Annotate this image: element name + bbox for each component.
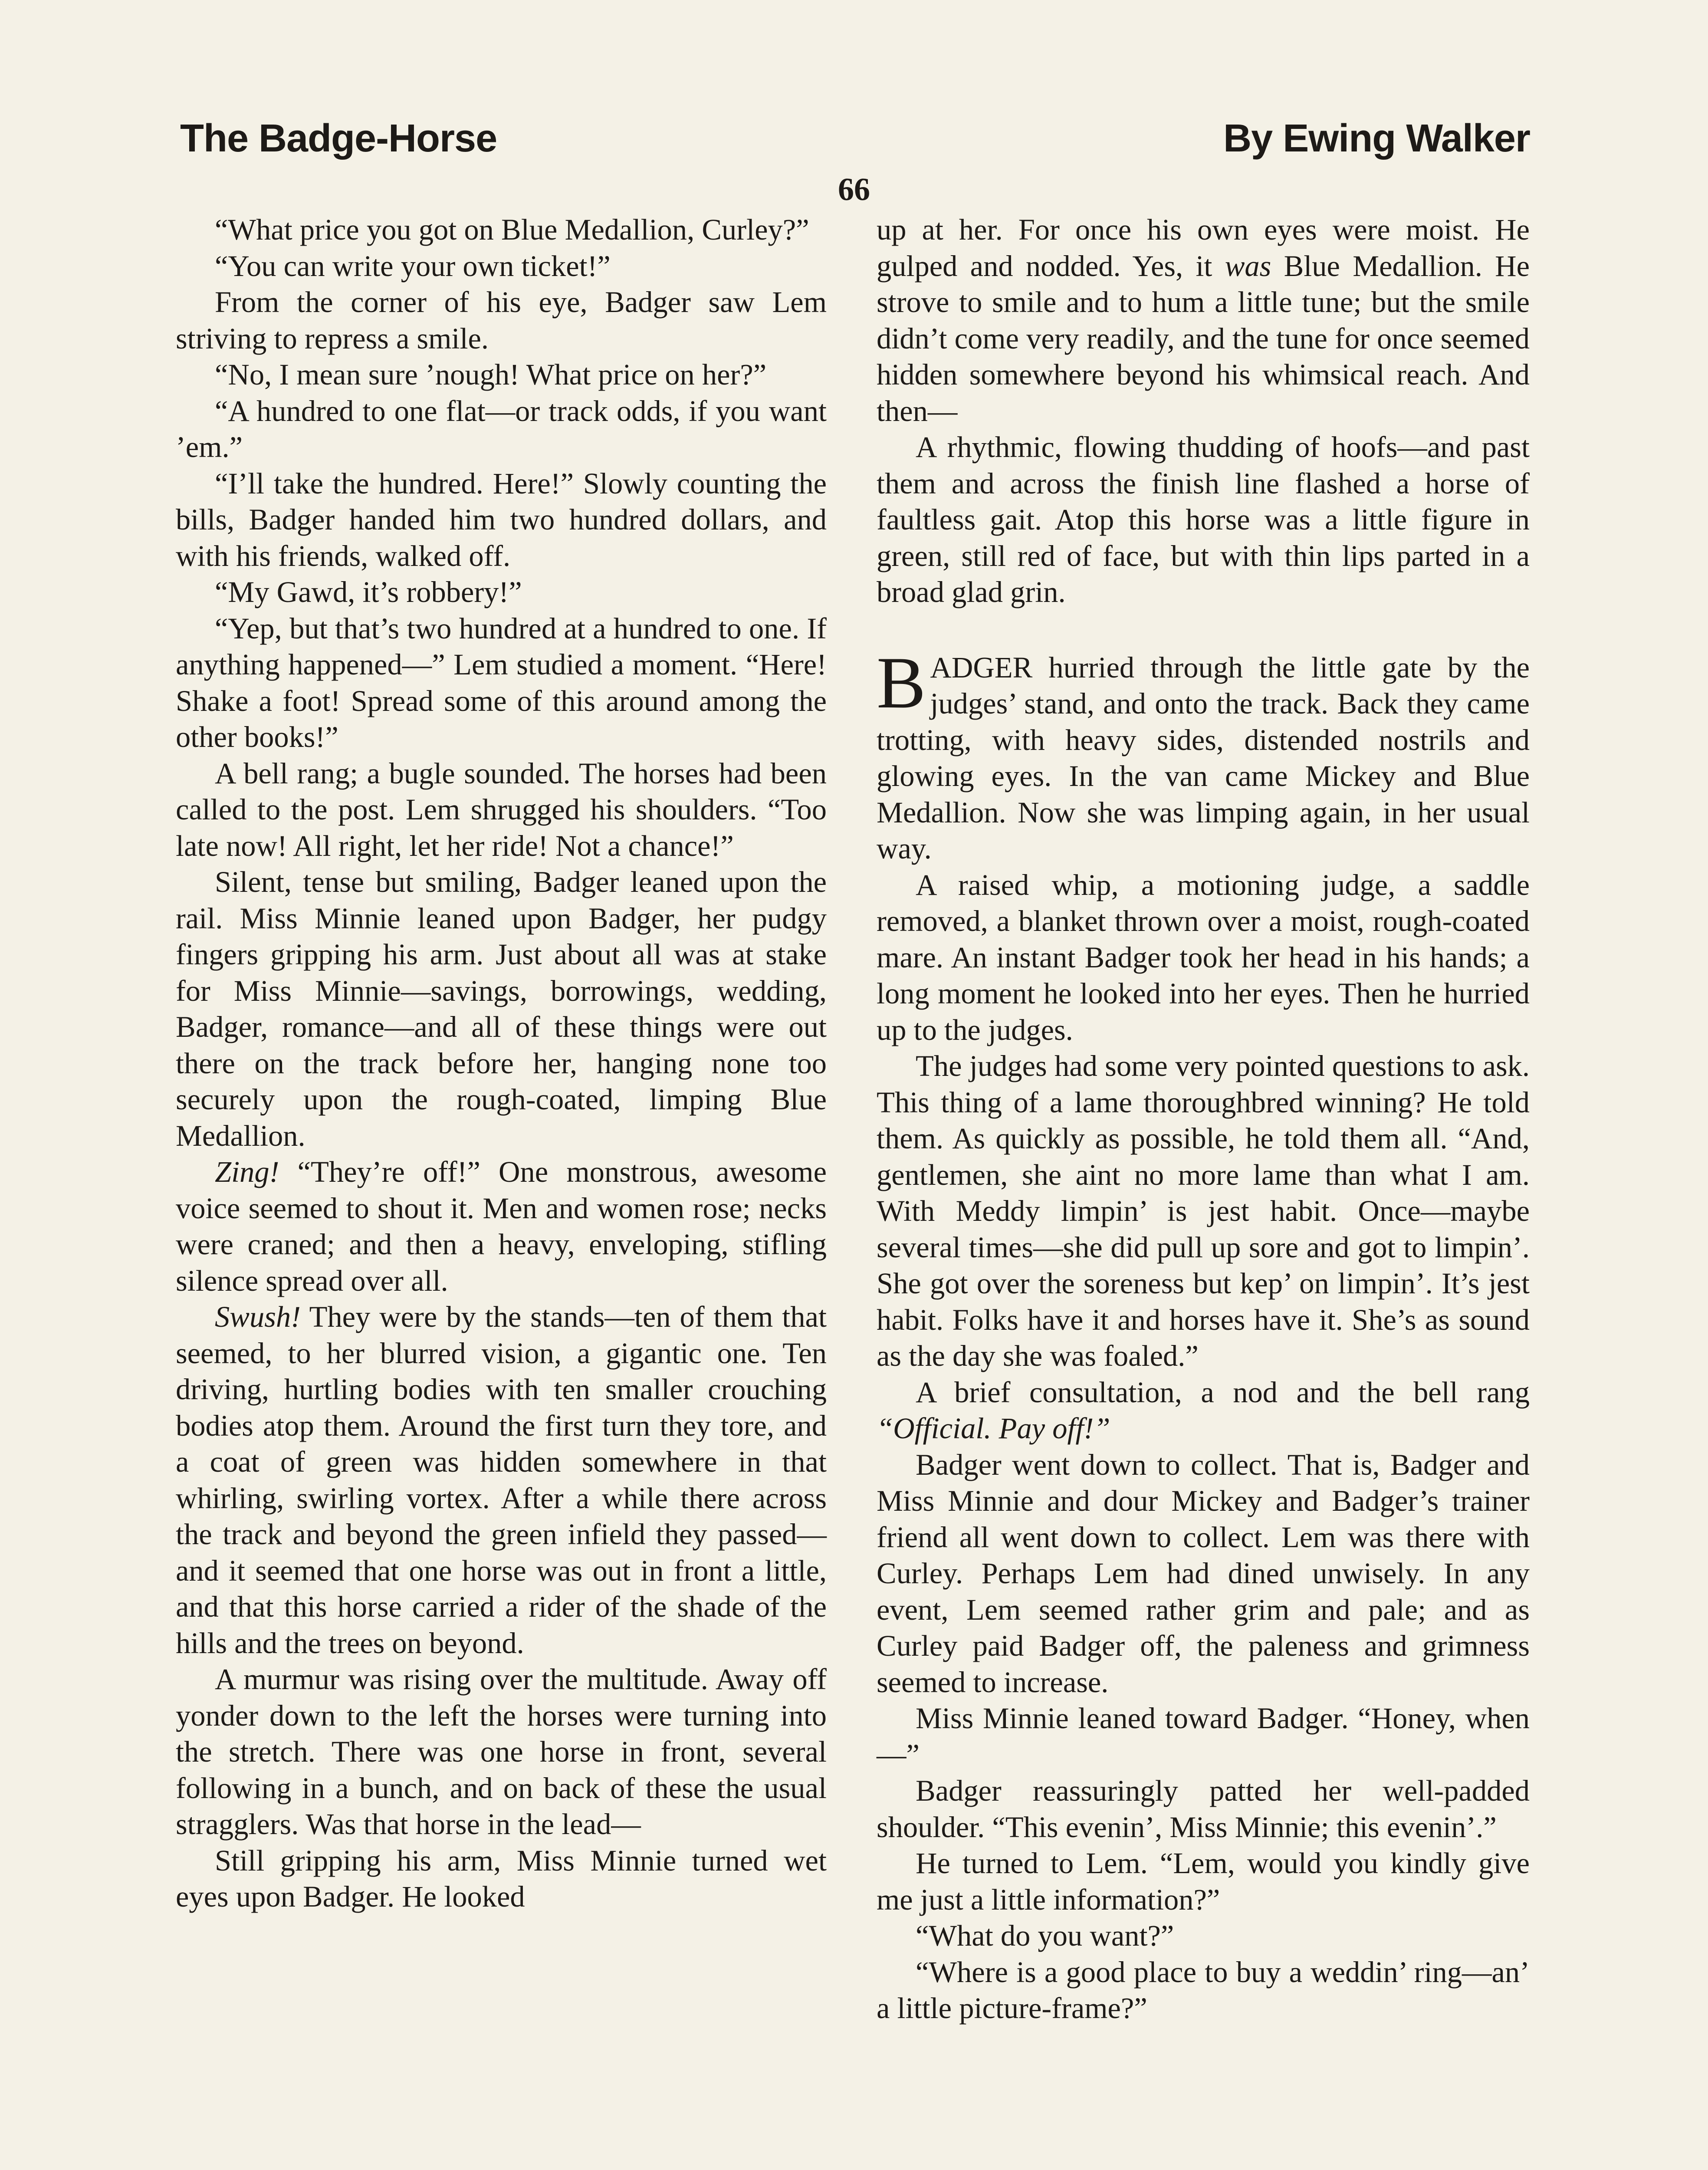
paragraph: A rhythmic, flowing thudding of hoofs—and past them and across the finish line flashed a horse of faultless gait. Atop this horse was a little figure in green, still red of face, but with thin lips parted in a broad glad grin. bbox=[877, 431, 1530, 608]
right-column bbox=[877, 212, 1530, 2027]
italic-lead: Zing! bbox=[215, 1155, 279, 1188]
paragraph: “What price you got on Blue Medallion, Curley?” bbox=[215, 213, 809, 246]
paragraph: Badger reassuringly patted her well-padded shoulder. “This evenin’, Miss Minnie; this evenin’.” bbox=[877, 1774, 1530, 1844]
paragraph: A bell rang; a bugle sounded. The horses had been called to the post. Lem shrugged his shoulders. “Too late now! All right, let her ride! Not a chance!” bbox=[176, 756, 827, 862]
paragraph: Miss Minnie leaned toward Badger. “Honey, when—” bbox=[877, 1702, 1530, 1771]
paragraph bbox=[176, 1154, 827, 1299]
section-opening-paragraph bbox=[877, 641, 1530, 867]
paragraph: “You can write your own ticket!” bbox=[215, 249, 611, 283]
paragraph: “I’ll take the hundred. Here!” Slowly counting the bills, Badger handed him two hundred dollars, and with his friends, walked off. bbox=[176, 467, 827, 572]
story-author: By Ewing Walker bbox=[1223, 117, 1530, 160]
lead-word: ADGER bbox=[930, 651, 1033, 684]
paragraph: “Where is a good place to buy a weddin’ ring—an’ a little picture-frame?” bbox=[877, 1955, 1530, 2025]
italic-quote: “Official. Pay off!” bbox=[877, 1412, 1110, 1445]
paragraph-text: Blue Medallion. He strove to smile and to hum a little tune; but the smile didn’t come very readily, and the tune for once seemed hidden somewhere beyond his whimsical reach. And then— bbox=[877, 249, 1530, 427]
paragraph: He turned to Lem. “Lem, would you kindly give me just a little information?” bbox=[877, 1847, 1530, 1916]
italic-lead: Swush! bbox=[215, 1300, 301, 1333]
italic-word: was bbox=[1225, 249, 1271, 283]
paragraph: “A hundred to one flat—or track odds, if you want ’em.” bbox=[176, 394, 827, 464]
paragraph: A raised whip, a motioning judge, a saddle removed, a blanket thrown over a moist, rough-coated mare. An instant Badger took her head in his hands; a long moment he looked into her eyes. Then he hurried up to the judges. bbox=[877, 868, 1530, 1046]
paragraph-text: hurried through the little gate by the judges’ stand, and onto the track. Back they came trotting, with heavy sides, distended nostrils and glowing eyes. In the van came Mickey and Blue Medallion. Now she was limping again, in her usual way. bbox=[877, 651, 1530, 865]
paragraph: Still gripping his arm, Miss Minnie turned wet eyes upon Badger. He looked bbox=[176, 1844, 827, 1913]
paragraph-text: A brief consultation, a nod and the bell rang bbox=[916, 1375, 1530, 1409]
paragraph-text: They were by the stands—ten of them that seemed, to her blurred vision, a gigantic one. Ten driving, hurtling bodies with ten smaller crouching bodies atop them. Around the first turn they tore, and a coat of green was hidden somewhere in that whirling, swirling vortex. After a while there across the track and beyond the green infield they passed—and it seemed that one horse was out in front a little, and that this horse carried a rider of the shade of the hills and the trees on beyond. bbox=[176, 1300, 827, 1660]
paragraph: “My Gawd, it’s robbery!” bbox=[215, 575, 522, 608]
paragraph bbox=[877, 212, 1530, 429]
page-number: 66 bbox=[838, 172, 870, 207]
paragraph-text: “They’re off!” One monstrous, awesome voice seemed to shout it. Men and women rose; necks were craned; and then a heavy, enveloping, stifling silence spread over all. bbox=[176, 1155, 827, 1297]
story-title: The Badge-Horse bbox=[180, 117, 497, 160]
paragraph-text: up at her. For once his own eyes were moist. He gulped and nodded. Yes, it bbox=[877, 213, 1530, 283]
paragraph: “Yep, but that’s two hundred at a hundred to one. If anything happened—” Lem studied a moment. “Here! Shake a foot! Spread some of this around among the other books!” bbox=[176, 612, 827, 753]
paragraph: The judges had some very pointed questions to ask. This thing of a lame thoroughbred winning? He told them. As quickly as possible, he told them all. “And, gentlemen, she aint no more lame than what I am. With Meddy limpin’ is jest habit. Once—maybe several times—she did pull up sore and got to limpin’. She got over the soreness but kep’ on limpin’. It’s jest habit. Folks have it and horses have it. She’s as sound as the day she was foaled.” bbox=[877, 1049, 1530, 1372]
paragraph: From the corner of his eye, Badger saw Lem striving to repress a smile. bbox=[176, 286, 827, 355]
paragraph bbox=[877, 1374, 1530, 1447]
left-column bbox=[176, 212, 827, 1915]
paragraph: A murmur was rising over the multitude. Away off yonder down to the left the horses were turning into the stretch. There was one horse in front, several following in a bunch, and on back of these the usual stragglers. Was that horse in the lead— bbox=[176, 1663, 827, 1841]
paragraph: “What do you want?” bbox=[916, 1919, 1174, 1952]
paragraph: Silent, tense but smiling, Badger leaned upon the rail. Miss Minnie leaned upon Badger, her pudgy fingers gripping his arm. Just about all was at stake for Miss Minnie—savings, borrowings, wedding, Badger, romance—and all of these things were out there on the track before her, hanging none too securely upon the rough-coated, limping Blue Medallion. bbox=[176, 865, 827, 1152]
paragraph bbox=[176, 1299, 827, 1661]
page-header bbox=[180, 116, 1530, 177]
paragraph: Badger went down to collect. That is, Badger and Miss Minnie and dour Mickey and Badger’s trainer friend all went down to collect. Lem was there with Curley. Perhaps Lem had dined unwisely. In any event, Lem seemed rather grim and pale; and as Curley paid Badger off, the paleness and grimness seemed to increase. bbox=[877, 1448, 1530, 1699]
paragraph: “No, I mean sure ’nough! What price on her?” bbox=[215, 358, 767, 391]
drop-cap: B bbox=[877, 641, 926, 723]
